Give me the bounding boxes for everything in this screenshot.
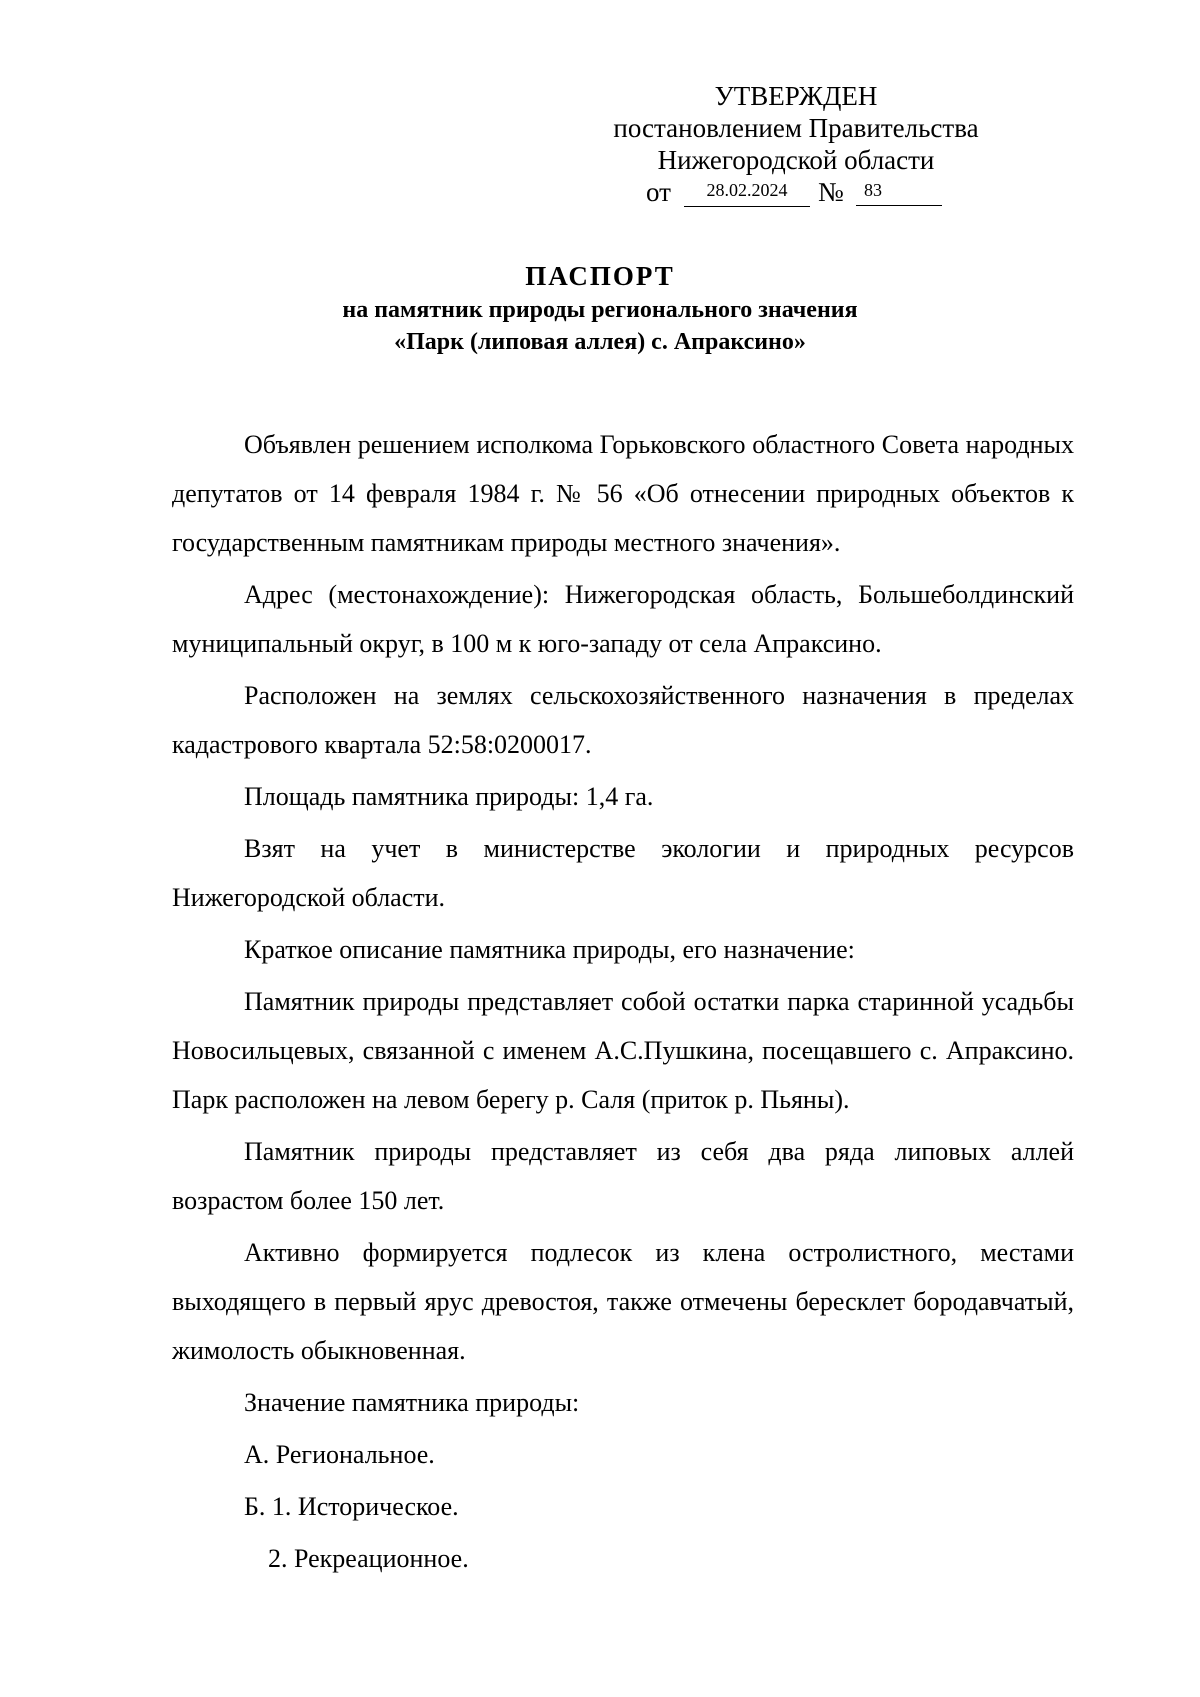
paragraph-description: Памятник природы представляет собой остатки парка старинной усадьбы Новосильцевых, связанной с именем А.С.Пушкина, посещавшего с. Апраксино. Парк расположен на левом берегу р. Саля (приток р. Пьяны). (172, 987, 1074, 1114)
paragraph-alleys: Памятник природы представляет из себя два ряда липовых аллей возрастом более 150 лет. (172, 1137, 1074, 1215)
approval-number: 83 (856, 180, 942, 206)
approval-region: Нижегородской области (657, 145, 935, 175)
significance-item-a: А. Региональное. (244, 1440, 435, 1469)
significance-item-b1: Б. 1. Историческое. (244, 1492, 459, 1521)
paragraph-address: Адрес (местонахождение): Нижегородская область, Большеболдинский муниципальный округ, в 100 м к юго-западу от села Апраксино. (172, 580, 1074, 658)
document-body (172, 420, 1074, 1586)
paragraph-significance-heading: Значение памятника природы: (244, 1388, 580, 1417)
paragraph-description-heading: Краткое описание памятника природы, его назначение: (244, 935, 855, 964)
approval-block (596, 80, 996, 210)
paragraph-undergrowth: Активно формируется подлесок из клена остролистного, местами выходящего в первый ярус древостоя, также отмечены бересклет бородавчатый, жимолость обыкновенная. (172, 1238, 1074, 1365)
document-subtitle: на памятник природы регионального значения (342, 297, 858, 323)
number-sign: № (818, 177, 844, 207)
paragraph-declaration: Объявлен решением исполкома Горьковского областного Совета народных депутатов от 14 февраля 1984 г. № 56 «Об отнесении природных объектов к государственным памятникам природы местного значения». (172, 430, 1074, 557)
paragraph-area: Площадь памятника природы: 1,4 га. (244, 782, 654, 811)
approval-decree: постановлением Правительства (613, 113, 979, 143)
significance-item-b2: 2. Рекреационное. (268, 1544, 469, 1573)
paragraph-land: Расположен на землях сельскохозяйственного назначения в пределах кадастрового квартала 52:58:0200017. (172, 681, 1074, 759)
paragraph-registration: Взят на учет в министерстве экологии и природных ресурсов Нижегородской области. (172, 834, 1074, 912)
approval-heading: УТВЕРЖДЕН (714, 81, 878, 111)
document-object-name: «Парк (липовая аллея) с. Апраксино» (394, 329, 806, 355)
approval-date-line (596, 176, 996, 210)
date-prefix: от (646, 177, 671, 207)
document-title-block (0, 258, 1200, 358)
approval-date: 28.02.2024 (684, 180, 810, 207)
document-title: ПАСПОРТ (525, 261, 675, 291)
